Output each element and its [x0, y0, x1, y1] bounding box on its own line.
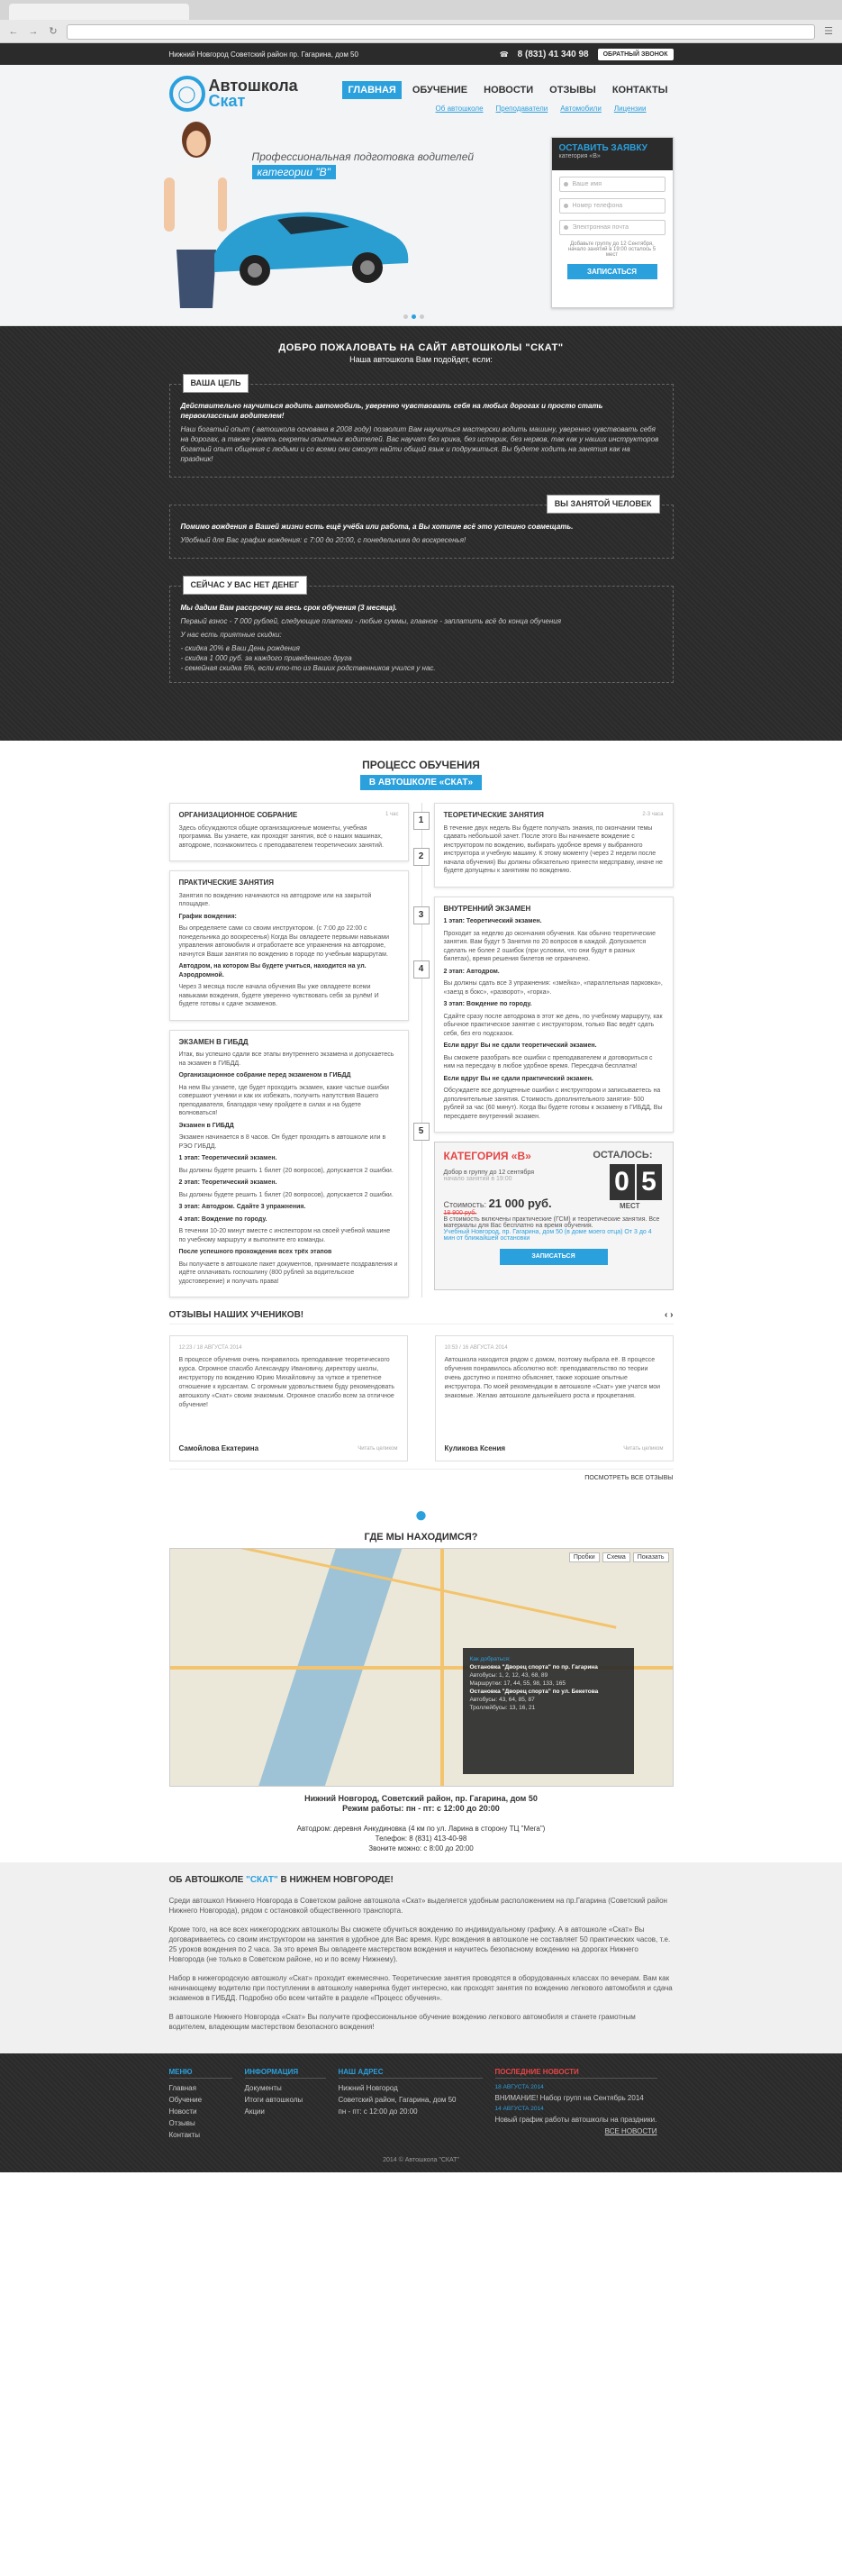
- form-header: [552, 138, 673, 170]
- offer-location: Учебный Новгород, пр. Гагарина, дом 50 (в доме моего отца) От 3 до 4 мин от ближайшей остановки: [443, 1229, 652, 1242]
- step-body: Через 3 месяца после начала обучения Вы уже овладеете всеми навыками вождения, будете уверенно чувствовать себя за рулём! И будете готовы к сдаче экзаменов.: [178, 984, 379, 1007]
- form-submit-button[interactable]: ЗАПИСАТЬСЯ: [567, 264, 657, 279]
- footer-address-line: Советский район, Гагарина, дом 50: [338, 2096, 457, 2104]
- step-subtitle: График вождения:: [178, 913, 237, 920]
- busy-label: ВЫ ЗАНЯТОЙ ЧЕЛОВЕК: [547, 495, 660, 514]
- signup-form: [551, 137, 674, 308]
- process-badge: В АВТОШКОЛЕ «СКАТ»: [360, 775, 482, 790]
- news-date: 14 АВГУСТА 2014: [494, 2106, 544, 2112]
- top-bar: [0, 43, 842, 65]
- money-box: [169, 580, 674, 683]
- back-icon[interactable]: ←: [8, 26, 19, 37]
- footer-menu-item[interactable]: Отзывы: [168, 2119, 195, 2127]
- step-card: [169, 1030, 409, 1298]
- footer-address: [339, 2068, 483, 2143]
- review-date: 12:23 / 18 АВГУСТА 2014: [178, 1345, 242, 1351]
- step-item: Вы сможете разобрать все ошибки с преподавателем и договориться с ним на пересдачу в любое удобное время. Пересдача бесплатна!: [443, 1054, 653, 1070]
- footer-news-title: ПОСЛЕДНИЕ НОВОСТИ: [495, 2068, 657, 2079]
- footer: [0, 2053, 842, 2172]
- nav-contacts[interactable]: КОНТАКТЫ: [611, 85, 668, 96]
- step-item: Обсуждаете все допущенные ошибки с инструктором и записываетесь на дополнительные занятия. Стоимость дополнительного занятия- 500 рублей за час (60 минут). Когда Вы будете готовы к экзамену в ГИБДД, Вы пересдаете внутренний экзамен.: [443, 1088, 663, 1120]
- footer-menu-item[interactable]: Главная: [168, 2084, 196, 2092]
- map-show-button[interactable]: Показать: [633, 1552, 669, 1562]
- step-subtitle: Автодром, на котором Вы будете учиться, находится на ул. Аэродромной.: [178, 963, 367, 979]
- discount-item: - скидка 1 000 руб. за каждого приведенного друга: [180, 654, 352, 662]
- step-duration: 2-3 часа: [642, 812, 664, 817]
- browser-tab[interactable]: [9, 4, 189, 20]
- subnav-cars[interactable]: Автомобили: [560, 105, 602, 113]
- about-paragraph: Среди автошкол Нижнего Новгорода в Советском районе автошкола «Скат» выделяется удобным расположением на пр.Гагарина (Советский район Нижнего Новгорода), рядом с остановкой общественного транспорта.: [168, 1897, 667, 1915]
- step-item: В течении 10-20 минут вместе с инспектором на своей учебной машине по учебному маршруту и выполните его команды.: [178, 1228, 391, 1243]
- callback-button[interactable]: ОБРАТНЫЙ ЗВОНОК: [598, 49, 674, 60]
- map-info-bubble: [463, 1648, 634, 1774]
- busy-text: Удобный для Вас график вождения: с 7:00 до 20:00, с понедельника до воскресенья!: [180, 536, 466, 544]
- footer-info-title: ИНФОРМАЦИЯ: [245, 2068, 326, 2079]
- road: [228, 1548, 616, 1629]
- money-label: СЕЙЧАС У ВАС НЕТ ДЕНЕГ: [183, 576, 308, 595]
- step-duration: 1 час: [385, 812, 399, 817]
- about-title: [169, 1875, 674, 1885]
- bubble-line: Троллейбусы: 13, 16, 21: [469, 1705, 536, 1711]
- footer-info-item[interactable]: Итоги автошколы: [244, 2096, 303, 2104]
- map-title: ГДЕ МЫ НАХОДИМСЯ?: [364, 1532, 478, 1543]
- subnav-teachers[interactable]: Преподаватели: [495, 105, 548, 113]
- goal-bold: Действительно научиться водить автомобиль, уверенно чувствовать себя на любых дорогах и просто стать первоклассным водителем!: [180, 402, 603, 420]
- car-image: [205, 191, 412, 290]
- review-text: В процессе обучения очень понравилось преподавание теоретического курса. Огромное спасибо Александру Ивановичу, директору школы, инструктору по вождению Юрию Михайловичу за чуткое и трепетное отношение к курсантам. С огромным удовольствием буду рекомендовать автошколу «Скат» своим знакомым. Огромное спасибо всем за отличное обучение!: [178, 1357, 395, 1408]
- step-item: 3 этап: Вождение по городу.: [443, 1001, 532, 1007]
- step-card: [434, 897, 674, 1133]
- step-title: ЭКЗАМЕН В ГИБДД: [178, 1037, 249, 1046]
- browser-tab-strip: [0, 0, 842, 20]
- footer-menu-item[interactable]: Контакты: [168, 2131, 201, 2139]
- welcome-section: [0, 326, 842, 741]
- address-phone: Телефон: 8 (831) 413-40-98: [375, 1834, 467, 1843]
- bubble-line: Автобусы: 1, 2, 12, 43, 68, 89: [469, 1672, 548, 1679]
- subnav-about[interactable]: Об автошколе: [435, 105, 484, 113]
- step-number: 4: [413, 960, 430, 979]
- news-item[interactable]: ВНИМАНИЕ! Набор групп на Сентябрь 2014: [494, 2094, 644, 2102]
- step-item: 2 этап: Теоретический экзамен.: [178, 1179, 277, 1186]
- review-text: Автошкола находится рядом с домом, поэтому выбрала её. В процессе обучения понравилось абсолютно всё: преподавательство по теории очень доступно и понятно объясняет, также хорошие опытные инструктора. По моей рекомендации в автошколе «Скат» уже учатся мои знакомые. Желаю автошколе дальнейшего роста и процветания.: [444, 1357, 661, 1399]
- offer-submit-button[interactable]: ЗАПИСАТЬСЯ: [500, 1249, 608, 1265]
- footer-news: [495, 2068, 657, 2143]
- goal-text: Наш богатый опыт ( автошкола основана в 2008 году) позволит Вам научиться мастерски водить машину, уверенно чувствовать себя на дорогах, а также узнать секреты опытных водителей. Вас научат без крика, без истерик, без нервов, так как у наших инструкторов богатый опыт общения с людьми и со всеми они смогут найти общий язык и подружиться. Вы будете ходить на занятия как на праздник!: [180, 425, 659, 463]
- email-input[interactable]: Электронная почта: [559, 220, 665, 235]
- form-note: Добавьте группу до 12 Сентября, начало занятий в 19:00 осталось 5 мест: [567, 241, 656, 258]
- footer-address-title: НАШ АДРЕС: [339, 2068, 483, 2079]
- busy-bold: Помимо вождения в Вашей жизни есть ещё учёба или работа, а Вы хотите всё это успешно совмещать.: [180, 523, 574, 531]
- step-card: [434, 803, 674, 887]
- process-section: [0, 741, 842, 1297]
- step-number: 1: [413, 812, 430, 830]
- subnav-licenses[interactable]: Лицензии: [613, 105, 647, 113]
- step-body: Вы определяете сами со своим инструктором. (с 7:00 до 22:00 с понедельника до воскресенья) Когда Вы овладеете первыми навыками управления автомобиля и отработаете все упражнения на автодроме, начнутся Ваши занятия по вождению в городе по учебным маршрутам.: [178, 925, 390, 958]
- step-item: Сдайте сразу после автодрома в этот же день, по учебному маршруту, как обычное практическое занятие с инструктором, только Вас ведёт сдать себя, без его подсказок.: [443, 1013, 663, 1037]
- menu-icon[interactable]: ☰: [824, 26, 833, 37]
- footer-address-line: Нижний Новгород: [338, 2084, 398, 2092]
- step-item: Экзамен в ГИБДД: [178, 1122, 234, 1129]
- slider-dots: [403, 314, 424, 319]
- review-author: Самойлова Екатерина: [178, 1444, 259, 1452]
- step-item: Итак, вы успешно сдали все этапы внутреннего экзамена и допускаетесь на экзамен в ГИБДД.: [178, 1051, 394, 1067]
- reviews-arrows-icon[interactable]: ‹ ›: [665, 1310, 674, 1320]
- step-body: Занятия по вождению начинаются на автодроме или на закрытой площадке.: [178, 892, 372, 907]
- seats-digit: 0: [610, 1164, 635, 1200]
- phone-input[interactable]: Номер телефона: [559, 198, 665, 214]
- about-section: [0, 1862, 842, 2053]
- form-subtitle: категория «В»: [558, 153, 601, 159]
- welcome-title: ДОБРО ПОЖАЛОВАТЬ НА САЙТ АВТОШКОЛЫ "СКАТ": [278, 342, 564, 353]
- step-item: 1 этап: Теоретический экзамен.: [178, 1155, 277, 1161]
- steering-wheel-icon: ◯: [169, 76, 205, 112]
- name-input[interactable]: Ваше имя: [559, 177, 665, 192]
- about-paragraph: В автошколе Нижнего Новгорода «Скат» Вы получите профессиональное обучение вождению легкового автомобиля и станете грамотным водителем, владеющим мастерством безопасного вождения!: [168, 2013, 636, 2031]
- address-bar[interactable]: [67, 24, 815, 40]
- phone-icon: ☎: [499, 50, 509, 59]
- step-body: В течение двух недель Вы будете получать знания, по окончании темы сдавать небольшой зачет. После этого Вы начинаете вождение с инструктором по вождению, выбирать удобное время у выбранного инструктора и учебную машину. К этому моменту (через 2 недели после начала обучения) Вы должны обязательно принести медсправку, иначе не будете допущены к занятиям по вождению.: [443, 824, 663, 874]
- address-block: [0, 1794, 842, 1853]
- logo-line1: Автошкола: [208, 77, 298, 95]
- review-card: [435, 1335, 674, 1461]
- footer-info-item[interactable]: Документы: [244, 2084, 282, 2092]
- offer-group: Добор в группу до 12 сентября: [443, 1170, 535, 1176]
- step-body: Здесь обсуждаются общие организационные моменты, учебная программа. Вы узнаете, как проходят занятия, всё о наших машинах, автодроме, познакомитесь с преподавателем теоретических занятий.: [178, 824, 384, 849]
- reviews-row: [169, 1335, 674, 1461]
- discounts-title: У нас есть приятные скидки:: [180, 631, 282, 639]
- step-item: Вы получаете в автошколе пакет документов, принимаете поздравления и идёте оплачивать госпошлину (800 рублей за водительское удостоверение) и получать права!: [178, 1261, 398, 1285]
- review-author: Куликова Ксения: [444, 1444, 506, 1452]
- step-number: 5: [413, 1123, 430, 1141]
- about-paragraph: Кроме того, на все всех нижегородских автошколы Вы сможете обучиться вождению по индивидуальному графику. А в автошколе «Скат» Вы договариваетесь со своим инструктором на занятия в удобное для Вас время. Курс вождения в автошколе не составляет 50 практических часов, т.е. 25 уроков вождения по 2 часа. За это время Вы овладеете мастерством вождения и научитесь безопасному вождению на дорогах Нижнего Новгорода (не только в Советском районе, но и по всему Нижнему).: [168, 1925, 671, 1963]
- about-title-c: В НИЖНЕМ НОВГОРОДЕ!: [280, 1875, 394, 1885]
- map-tools: [569, 1552, 669, 1562]
- step-item: Организационное собрание перед экзаменом в ГИБДД: [178, 1072, 351, 1079]
- step-item: Если вдруг Вы не сдали практический экзамен.: [443, 1075, 593, 1082]
- step-number: 3: [413, 906, 430, 924]
- review-date: 10:53 / 16 АВГУСТА 2014: [444, 1345, 508, 1351]
- offer-card: [434, 1142, 674, 1290]
- slogan-text: Профессиональная подготовка водителей: [251, 150, 475, 163]
- news-item[interactable]: Новый график работы автошколы на праздники.: [494, 2116, 657, 2124]
- step-item: На нем Вы узнаете, где будет проходить экзамен, какие частые ошибки совершают ученики и как их избежать, получить напутствия Вашего преподавателя, благодаря чему пройдете в силах и на будете волноваться!: [178, 1084, 389, 1116]
- map-pin-icon: ●: [414, 1503, 428, 1527]
- busy-box: [169, 499, 674, 559]
- step-item: 4 этап: Вождение по городу.: [178, 1215, 267, 1223]
- step-item: Вы должны будете решить 1 билет (20 вопросов), допускается 2 ошибки.: [178, 1167, 394, 1174]
- top-phone: 8 (831) 41 340 98: [517, 49, 589, 59]
- all-news-link[interactable]: ВСЕ НОВОСТИ: [604, 2127, 657, 2135]
- hero: [0, 65, 842, 326]
- main-nav: [342, 81, 673, 99]
- step-card: [169, 803, 409, 861]
- reviews-title: ОТЗЫВЫ НАШИХ УЧЕНИКОВ!: [168, 1310, 304, 1320]
- copyright: 2014 © Автошкола "СКАТ": [383, 2157, 459, 2163]
- bubble-line: Остановка "Дворец спорта" по пр. Гагарина: [469, 1664, 598, 1670]
- review-card: [169, 1335, 408, 1461]
- discount-item: - семейная скидка 5%, если кто-то из Ваших родственников учился у нас.: [180, 664, 436, 672]
- step-item: Если вдруг Вы не сдали теоретический экзамен.: [443, 1042, 597, 1049]
- step-number: 2: [413, 848, 430, 866]
- offer-desc: В стоимость включены практические (ГСМ) и теоретические занятия. Все материалы для Вас бесплатно на время обучения.: [443, 1216, 660, 1229]
- forward-icon[interactable]: →: [28, 26, 39, 37]
- step-title: ПРАКТИЧЕСКИЕ ЗАНЯТИЯ: [178, 878, 275, 887]
- address-callhours: Звоните можно: с 8:00 до 20:00: [368, 1844, 474, 1852]
- step-item: 3 этап: Автодром. Сдайте 3 упражнения.: [178, 1204, 306, 1210]
- step-title: ОРГАНИЗАЦИОННОЕ СОБРАНИЕ: [178, 811, 298, 819]
- step-title: ВНУТРЕННИЙ ЭКЗАМЕН: [443, 904, 531, 913]
- offer-category: КАТЕГОРИЯ «В»: [443, 1150, 531, 1162]
- form-title: ОСТАВИТЬ ЗАЯВКУ: [558, 143, 647, 153]
- seats-digit: 5: [637, 1164, 662, 1200]
- offer-start: начало занятий в 19:00: [443, 1176, 512, 1182]
- news-date: 18 АВГУСТА 2014: [494, 2084, 544, 2090]
- footer-menu-item[interactable]: Обучение: [168, 2096, 203, 2104]
- sub-nav: [436, 105, 647, 113]
- nav-training[interactable]: ОБУЧЕНИЕ: [412, 85, 468, 96]
- step-item: Вы должны будете решить 1 билет (20 вопросов), допускается 2 ошибки.: [178, 1191, 394, 1198]
- seats-label: МЕСТ: [620, 1202, 640, 1210]
- all-reviews-link[interactable]: ПОСМОТРЕТЬ ВСЕ ОТЗЫВЫ: [169, 1469, 674, 1481]
- hero-slogan: [252, 150, 475, 179]
- slider-dot[interactable]: [403, 314, 408, 319]
- timeline-axis: [421, 803, 422, 1297]
- about-paragraph: Набор в нижегородскую автошколу «Скат» проходит ежемесячно. Теоретические занятия проводятся в оборудованных классах по вечерам. Вам как начинающему водителю при поступлении в автошколу наверняка будет интересно, как проходят занятия по вождению легкового автомобиля и сдача экзаменов в ГИБДД. Подробно обо всем читайте в разделе «Процесс обучения».: [168, 1974, 673, 2002]
- step-item: Проходит за неделю до окончания обучения. Как обычно теоретические занятия. Вам будут 5 Занятия по 20 вопросов в каждой. Допускается сделать не более 2 ошибок (при условии, что они будут в разных билетах), время решения билетов не ограничено.: [443, 930, 656, 962]
- bubble-line: Маршрутки: 17, 44, 55, 98, 133, 165: [469, 1680, 566, 1687]
- footer-info-item[interactable]: Акции: [244, 2107, 265, 2116]
- step-card: [169, 870, 409, 1021]
- map-scheme-button[interactable]: Схема: [602, 1552, 630, 1562]
- reload-icon[interactable]: ↻: [49, 26, 58, 37]
- reviews-section: [0, 1297, 842, 1494]
- footer-columns: [169, 2068, 674, 2143]
- slider-dot-active[interactable]: [412, 314, 416, 319]
- nav-home[interactable]: ГЛАВНАЯ: [342, 81, 401, 99]
- logo-line2: Скат: [208, 92, 246, 110]
- old-price: 18 900 руб.: [443, 1210, 477, 1216]
- about-title-b: "СКАТ": [246, 1875, 278, 1885]
- money-bold: Мы дадим Вам рассрочку на весь срок обучения (3 месяца).: [180, 604, 397, 612]
- step-item: 1 этап: Теоретический экзамен.: [443, 918, 542, 924]
- footer-info: [245, 2068, 326, 2143]
- map[interactable]: [169, 1548, 674, 1787]
- road: [440, 1549, 444, 1787]
- step-item: Вы должны сдать все 3 упражнения: «змейка», «параллельная парковка», «заезд в бокс», «разворот», «горка».: [443, 980, 663, 996]
- process-title: ПРОЦЕСС ОБУЧЕНИЯ: [362, 759, 480, 771]
- price-label: Стоимость:: [443, 1200, 487, 1209]
- footer-menu-item[interactable]: Новости: [168, 2107, 197, 2116]
- bubble-line: Остановка "Дворец спорта" по ул. Бекетова: [469, 1689, 599, 1695]
- seats-counter: [610, 1164, 662, 1200]
- goal-box: [169, 378, 674, 478]
- review-more-link[interactable]: Читать целиком: [358, 1446, 398, 1452]
- review-more-link[interactable]: Читать целиком: [623, 1446, 664, 1452]
- map-traffic-button[interactable]: Пробки: [569, 1552, 600, 1562]
- bubble-line: Автобусы: 43, 64, 85, 87: [469, 1697, 535, 1703]
- bubble-title: Как добраться:: [469, 1656, 511, 1662]
- address-autodrome: Автодром: деревня Анкудиновка (4 км по ул. Ларина в сторону ТЦ "Мега"): [296, 1825, 546, 1833]
- process-columns: [169, 803, 674, 1297]
- goal-label: ВАША ЦЕЛЬ: [183, 374, 249, 393]
- address-hours: Режим работы: пн - пт: с 12:00 до 20:00: [342, 1804, 500, 1813]
- footer-menu-title: МЕНЮ: [169, 2068, 232, 2079]
- process-right-column: [434, 803, 674, 1297]
- slogan-category: категории "В": [252, 165, 336, 179]
- slider-dot[interactable]: [420, 314, 424, 319]
- process-left-column: [169, 803, 409, 1297]
- map-section: [0, 1494, 842, 1862]
- footer-address-line: пн - пт: с 12:00 до 20:00: [338, 2107, 418, 2116]
- welcome-lead: Наша автошкола Вам подойдет, если:: [349, 355, 493, 364]
- logo[interactable]: [169, 76, 298, 112]
- step-item: 2 этап: Автодром.: [443, 968, 500, 975]
- nav-reviews[interactable]: ОТЗЫВЫ: [549, 85, 596, 96]
- step-item: После успешного прохождения всех трёх этапов: [178, 1249, 332, 1255]
- browser-chrome: [0, 0, 842, 43]
- price-value: 21 000 руб.: [488, 1197, 552, 1210]
- top-address: Нижний Новгород Советский район пр. Гагарина, дом 50: [168, 50, 358, 59]
- footer-menu: [169, 2068, 232, 2143]
- discount-item: - скидка 20% в Ваш День рождения: [180, 644, 300, 652]
- offer-left-label: ОСТАЛОСЬ:: [593, 1150, 653, 1161]
- step-item: Экзамен начинается в 8 часов. Он будет проходить в автошколе или в РЭО ГИБДД.: [178, 1134, 386, 1150]
- about-title-a: ОБ АВТОШКОЛЕ: [168, 1875, 244, 1885]
- reviews-header: [169, 1310, 674, 1324]
- step-title: ТЕОРЕТИЧЕСКИЕ ЗАНЯТИЯ: [443, 811, 544, 819]
- nav-news[interactable]: НОВОСТИ: [484, 85, 534, 96]
- address-line: Нижний Новгород, Советский район, пр. Гагарина, дом 50: [304, 1794, 538, 1803]
- money-text: Первый взнос - 7 000 рублей, следующие платежи - любые суммы, главное - заплатить всё до конца обучения: [180, 617, 561, 625]
